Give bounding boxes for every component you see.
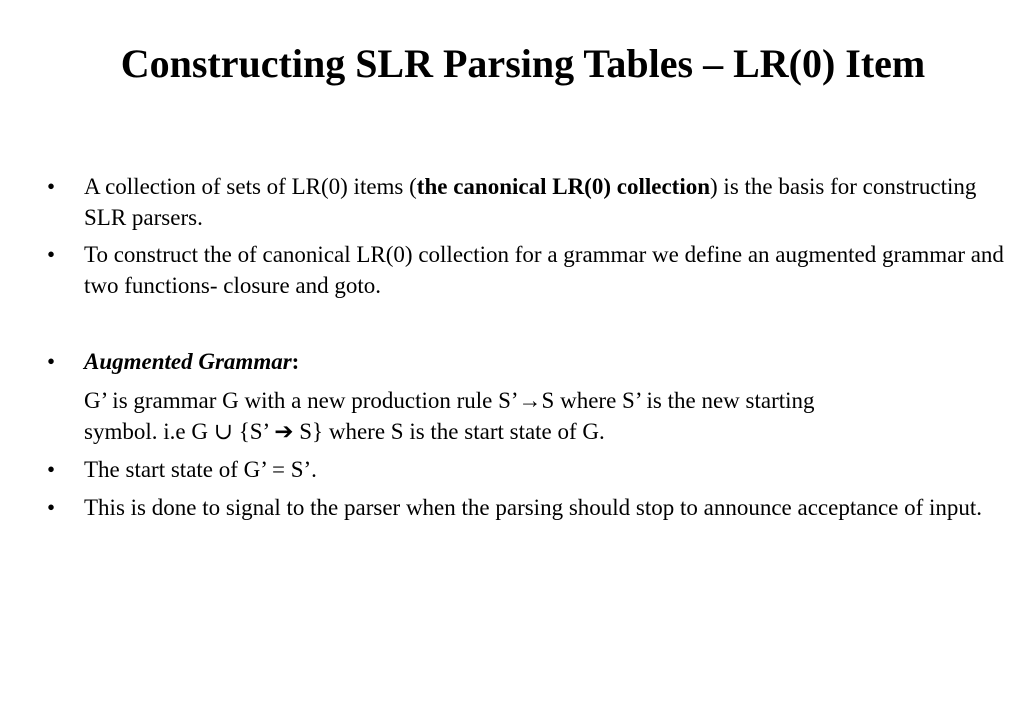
bullet-text xyxy=(84,171,1007,233)
bullet-marker: • xyxy=(47,349,56,374)
bullet-text: This is done to signal to the parser when the parsing should stop to announce acceptance of input. xyxy=(84,495,983,520)
bullet-text: To construct the of canonical LR(0) collection for a grammar we define an augmented grammar and two functions- closure and goto. xyxy=(84,242,1004,298)
description-line-1: G’ is grammar G with a new production rule S’→S where S’ is the new starting xyxy=(84,388,815,413)
bullet-signal-parser xyxy=(47,492,1007,523)
bullet-text xyxy=(84,346,1007,377)
bold-term-canonical-collection: the canonical LR(0) collection xyxy=(416,174,711,199)
bullet-text-end: ) is the basis for constructing SLR parsers. xyxy=(84,174,977,230)
slide-title: Constructing SLR Parsing Tables – LR(0) Item xyxy=(120,41,926,86)
bullet-marker: • xyxy=(47,242,56,267)
bullet-augmented-grammar xyxy=(47,346,1007,377)
heading-colon: : xyxy=(291,349,300,374)
bullet-marker: • xyxy=(47,457,56,482)
bullet-canonical-collection xyxy=(47,171,1007,233)
bullet-text-start: A collection of sets of LR(0) items ( xyxy=(84,174,417,199)
bullet-marker: • xyxy=(47,495,56,520)
bullet-construct-collection xyxy=(47,239,1007,301)
description-line-2: symbol. i.e G ∪ {S’ ➔ S} where S is the start state of G. xyxy=(84,419,605,444)
augmented-grammar-description xyxy=(84,385,984,447)
bullet-start-state xyxy=(47,454,1007,485)
bullet-marker: • xyxy=(47,174,56,199)
augmented-grammar-heading: Augmented Grammar xyxy=(84,349,292,374)
bullet-text: The start state of G’ = S’. xyxy=(84,457,317,482)
